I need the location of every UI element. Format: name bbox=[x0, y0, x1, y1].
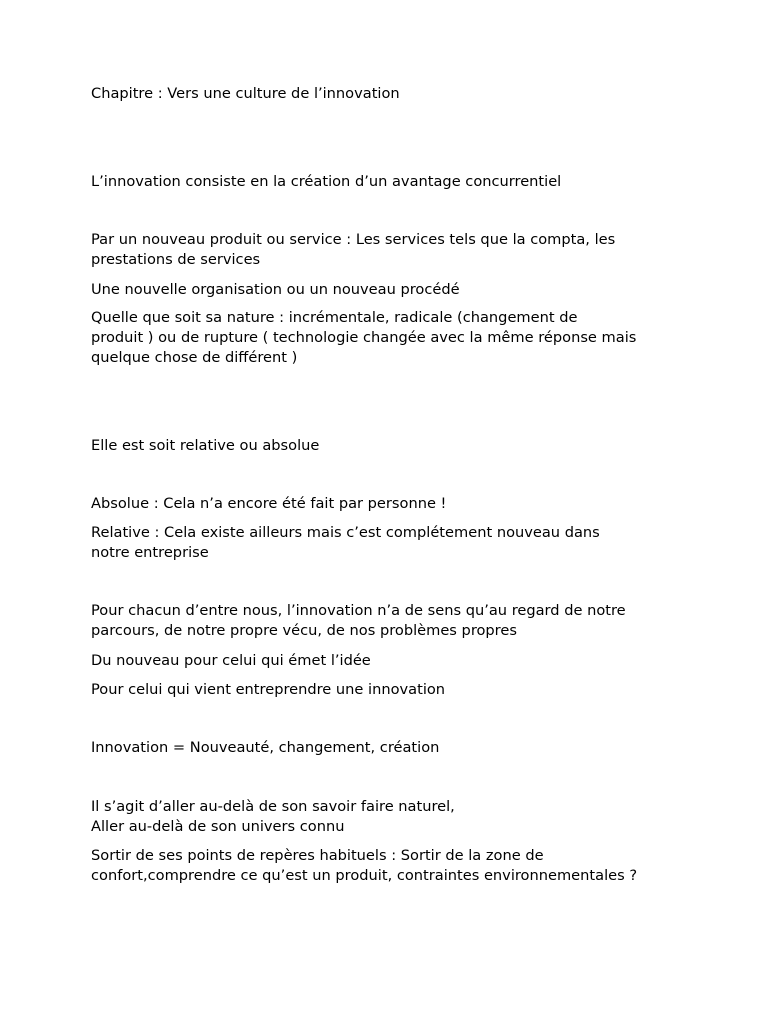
paragraph-relative-absolute bbox=[91, 436, 691, 456]
paragraph-new-organisation bbox=[91, 280, 691, 300]
paragraph-new-product bbox=[91, 230, 691, 270]
paragraph-line: Il s’agit d’aller au-delà de son savoir faire naturel, bbox=[91, 798, 455, 815]
paragraph-beyond bbox=[91, 797, 691, 837]
paragraph-definition bbox=[91, 172, 691, 192]
chapter-heading bbox=[91, 84, 691, 104]
paragraph-line: quelque chose de différent ) bbox=[91, 349, 298, 366]
paragraph-line: Une nouvelle organisation ou un nouveau procédé bbox=[91, 281, 460, 298]
paragraph-relative bbox=[91, 523, 691, 563]
paragraph-line: produit ) ou de rupture ( technologie changée avec la même réponse mais bbox=[91, 329, 637, 346]
paragraph-absolute bbox=[91, 494, 691, 514]
paragraph-line: Absolue : Cela n’a encore été fait par personne ! bbox=[91, 495, 447, 512]
paragraph-innovation-equation bbox=[91, 738, 691, 758]
paragraph-comfort-zone bbox=[91, 846, 691, 886]
paragraph-line: Sortir de ses points de repères habituels : Sortir de la zone de bbox=[91, 847, 544, 864]
paragraph-line: confort,comprendre ce qu’est un produit, contraintes environnementales ? bbox=[91, 867, 638, 884]
paragraph-line: L’innovation consiste en la création d’un avantage concurrentiel bbox=[91, 173, 562, 190]
paragraph-line: Innovation = Nouveauté, changement, création bbox=[91, 739, 440, 756]
paragraph-line: Quelle que soit sa nature : incrémentale, radicale (changement de bbox=[91, 309, 578, 326]
paragraph-line: Pour celui qui vient entreprendre une innovation bbox=[91, 681, 446, 698]
paragraph-line: Par un nouveau produit ou service : Les services tels que la compta, les bbox=[91, 231, 616, 248]
paragraph-line: Relative : Cela existe ailleurs mais c’est complétement nouveau dans bbox=[91, 524, 600, 541]
paragraph-line: Elle est soit relative ou absolue bbox=[91, 437, 320, 454]
paragraph-nature bbox=[91, 308, 691, 368]
paragraph-line: Aller au-delà de son univers connu bbox=[91, 818, 345, 835]
paragraph-line: notre entreprise bbox=[91, 544, 209, 561]
paragraph-each-of-us bbox=[91, 601, 691, 641]
paragraph-line: Du nouveau pour celui qui émet l’idée bbox=[91, 652, 371, 669]
paragraph-idea-author bbox=[91, 651, 691, 671]
paragraph-line: prestations de services bbox=[91, 251, 261, 268]
paragraph-line: Pour chacun d’entre nous, l’innovation n’a de sens qu’au regard de notre bbox=[91, 602, 626, 619]
paragraph-line: parcours, de notre propre vécu, de nos problèmes propres bbox=[91, 622, 517, 639]
heading-text: Chapitre : Vers une culture de l’innovation bbox=[91, 85, 400, 102]
paragraph-entrepreneur bbox=[91, 680, 691, 700]
